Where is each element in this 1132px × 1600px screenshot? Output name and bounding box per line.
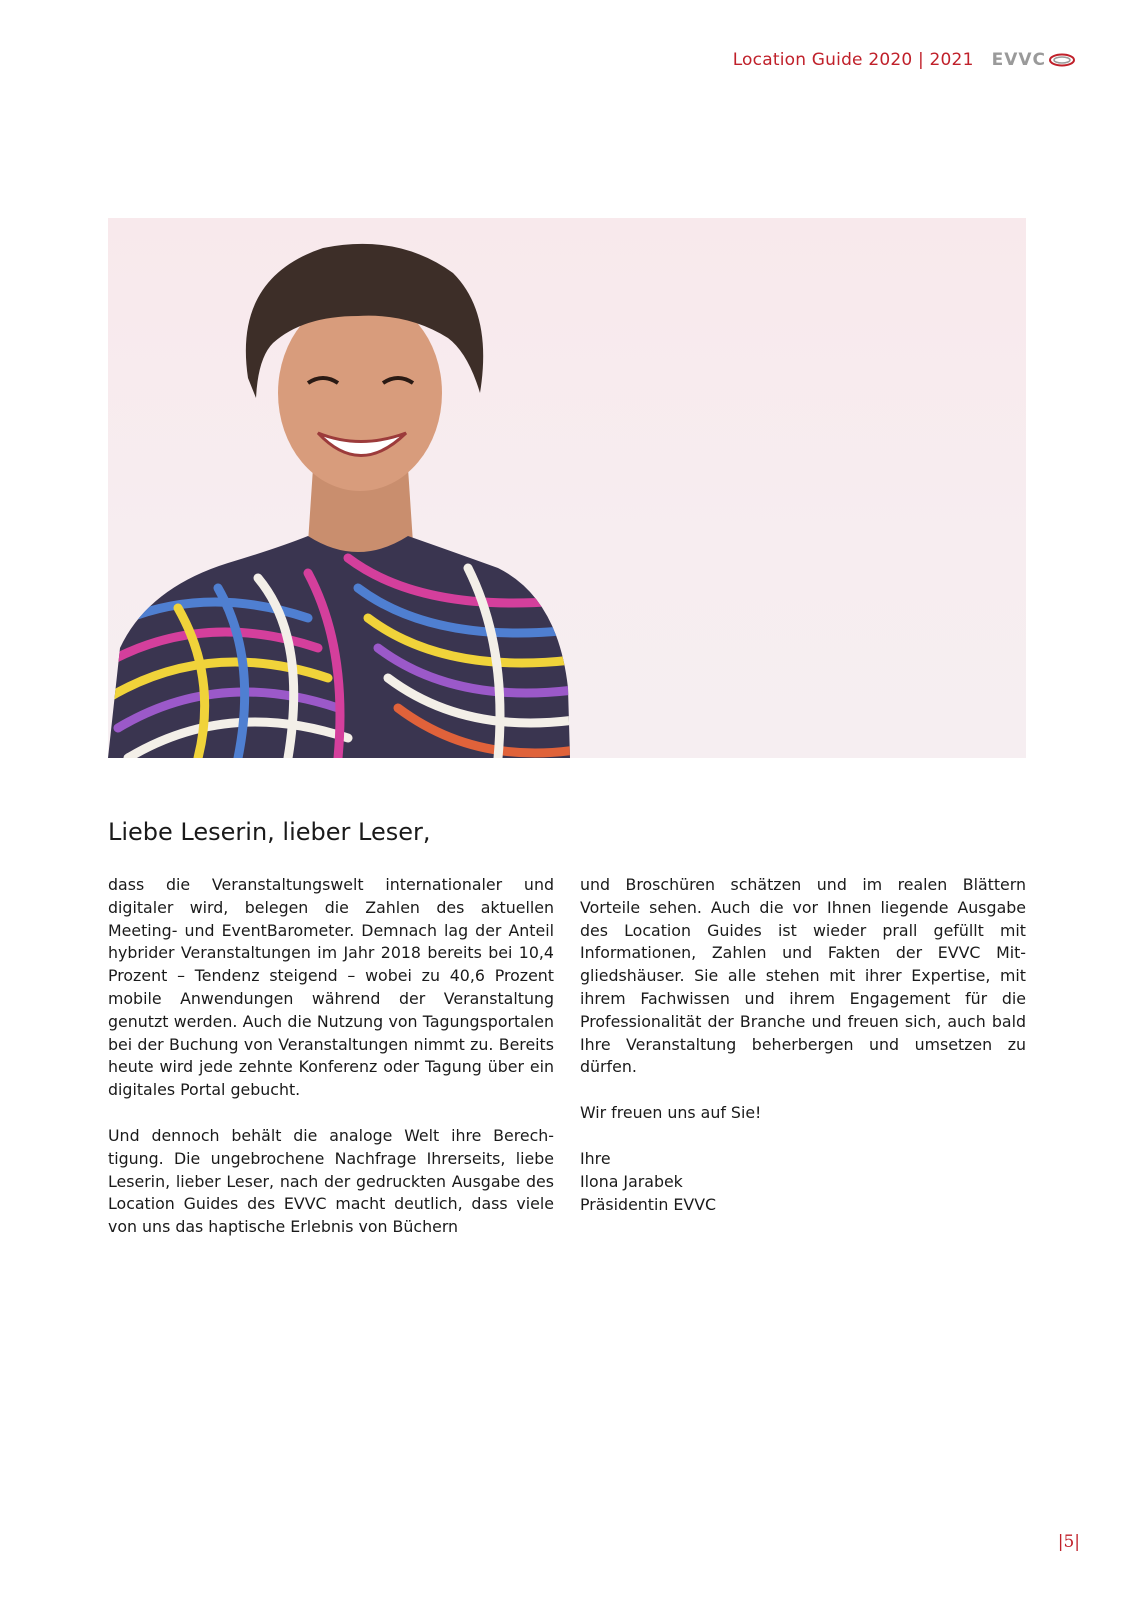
signature-role: Präsidentin EVVC [580,1194,717,1214]
signature-closing: Ihre [580,1148,611,1168]
right-paragraph-1: und Broschüren schätzen und im realen Blättern Vorteile sehen. Auch die vor Ihnen liegende Ausgabe des Location Guides ist wieder prall gefüllt mit Informationen, Zahlen und Fakten der EVVC Mitgliedshäuser. Sie alle stehen mit ihrer Expertise, mit ihrem Fachwissen und ihrem Engagement für die Professionalität der Branche und freuen sich, auch bald Ihre Veranstaltung beherbergen und umsetzen zu dürfen. [580,875,1026,1077]
left-text-column [108,874,554,1262]
logo-swoosh-icon [1048,52,1076,68]
right-paragraph-2: Wir freuen uns auf Sie! [580,1103,762,1123]
right-text-column [580,874,1026,1216]
logo-text: EVVC [991,50,1046,70]
page-number: |5| [1057,1532,1080,1552]
portrait-photo [108,218,1026,758]
signature-name: Ilona Jarabek [580,1171,683,1191]
evvc-logo [992,50,1076,70]
signature-block [580,1148,1026,1216]
left-paragraph-2: Und dennoch behält die analoge Welt ihre Berechtigung. Die ungebrochene Nachfrage Ihrerseits, liebe Leserin, lieber Leser, nach der gedruckten Ausgabe des Location Guides des EVVC macht deutlich, dass viele von uns das haptische Erlebnis von Büchern [108,1125,554,1237]
greeting-heading: Liebe Leserin, lieber Leser, [108,818,431,846]
page-header [733,50,1076,70]
left-paragraph-1: dass die Veranstaltungswelt internationaler und digitaler wird, belegen die Zahlen des aktuellen Meeting- und EventBarometer. Demnach lag der Anteil hybrider Veranstaltungen im Jahr 2018 bereits bei 10,4 Prozent – Tendenz steigend – wobei zu 40,6 Prozent mobile Anwendungen während der Veranstaltung genutzt werden. Auch die Nutzung von Tagungsportalen bei der Buchung von Veranstaltungen nimmt zu. Bereits heute wird jede zehnte Konferenz oder Tagung über ein digitales Portal gebucht. [108,875,554,1100]
header-title: Location Guide 2020 | 2021 [732,50,974,70]
